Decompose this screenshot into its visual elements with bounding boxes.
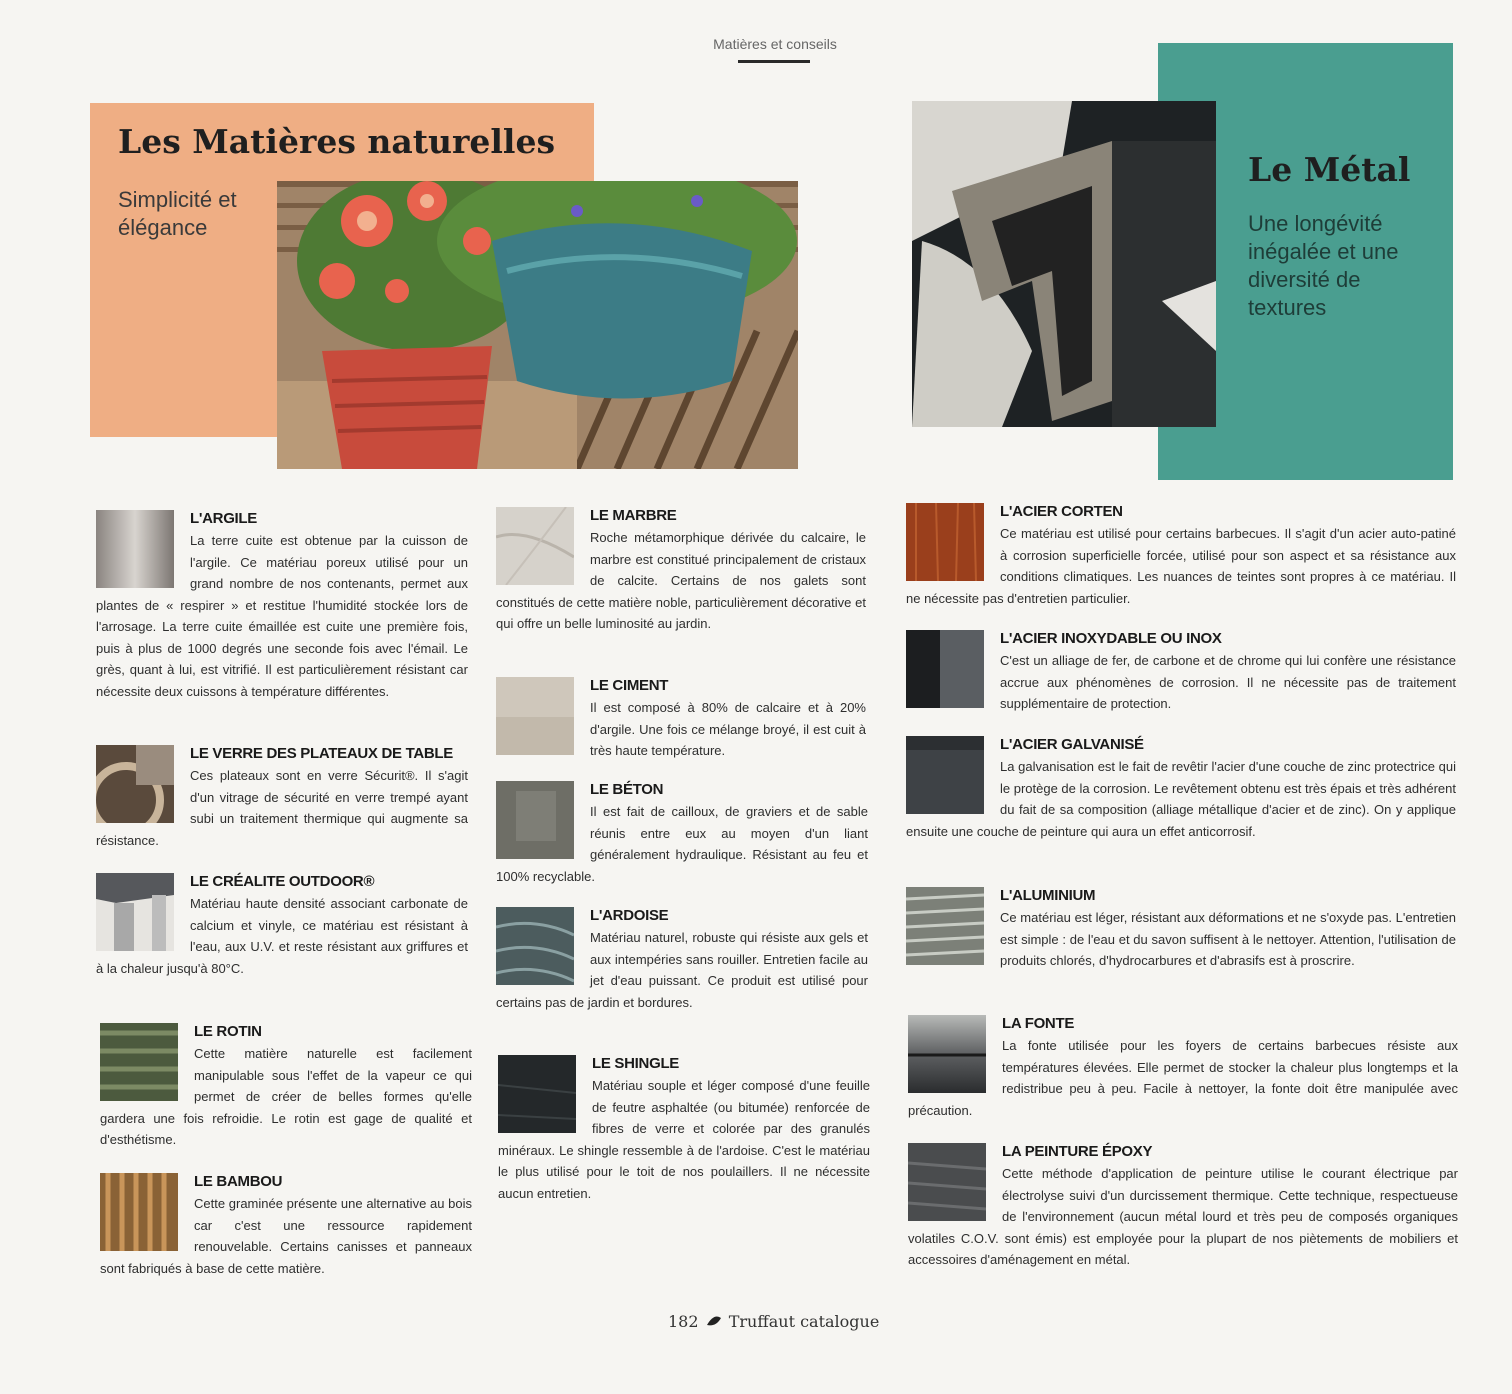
material-description: La fonte utilisée pour les foyers de certains barbecues résiste aux températures élevées. Elle permet de stocker la chaleur plus longtemps et la redistribue peu à peu. Facile à nettoyer, la fonte doit être manipulée avec précaution. [908,1038,1458,1118]
material-aluminium [906,887,1456,1002]
metal-subtitle: Une longévité inégalée et une diversité de textures [1248,211,1399,320]
material-name: LE MARBRE [590,507,677,524]
material-name: L'ARDOISE [590,907,669,924]
natural-title: Les Matières naturelles [118,122,556,161]
leaf-icon [706,1312,722,1324]
section-label: Matières et conseils [713,36,837,52]
material-description: Matériau naturel, robuste qui résiste aux gels et aux intempéries sans rouiller. Entretien facile au jet d'eau puissant. Ce produit est utilisé pour certains pas de jardin et bordures. [496,930,868,1010]
material-description: Cette méthode d'application de peinture utilise le courant électrique par électrolyse suivi d'un durcissement thermique. Cette technique, respectueuse de l'environnement (aucun métal lourd et très peu de composés organiques volatiles C.O.V. sont émis) est employée pour la plupart de nos piètements de mobiliers et accessoires d'aménagement en métal. [908,1166,1458,1267]
material-description: C'est un alliage de fer, de carbone et de chrome qui lui confère une résistance accrue aux phénomènes de corrosion. Il ne nécessite pas de traitement supplémentaire de protection. [1000,653,1456,711]
flower-pots-photo [277,181,798,469]
metal-furniture-photo [912,101,1216,427]
material-description: Cette matière naturelle est facilement manipulable sous l'effet de la vapeur ce qui permet de créer de belles formes qu'elle gardera une fois refroidie. Le rotin est gage de qualité et d'esthétisme. [100,1046,472,1147]
material-name: LE ROTIN [194,1023,262,1040]
material-argile [96,510,468,732]
material-name: L'ACIER CORTEN [1000,503,1123,520]
material-name: L'ACIER GALVANISÉ [1000,736,1144,753]
material-description: Matériau haute densité associant carbonate de calcium et vinyle, ce matériau est résistant à l'eau, aux U.V. et reste résistant aux griffures et à la chaleur jusqu'à 80°C. [96,896,468,976]
material-name: LA FONTE [1002,1015,1075,1032]
material-description: La terre cuite est obtenue par la cuisson de l'argile. Ce matériau poreux utilisé pour un grand nombre de nos contenants, permet aux plantes de « respirer » et restitue l'humidité stockée lors de l'arrosage. La terre cuite émaillée est cuite une première fois, puis à plus de 1000 degrés une seconde fois avec l'émail. Le grès, quant à lui, est vitrifié. Il est particulièrement résistant car nécessite deux cuissons à température différentes. [96,533,468,699]
material-name: LE CIMENT [590,677,669,694]
material-bambou [100,1173,472,1308]
page-footer [668,1312,879,1331]
material-shingle [498,1055,870,1235]
material-description: Roche métamorphique dérivée du calcaire, le marbre est constitué principalement de cristaux de calcite. Certains de nos galets sont constitués de cette matière noble, particulièrement décorative et qui offre un belle luminosité au jardin. [496,530,866,631]
natural-subtitle: Simplicité et élégance [118,187,237,240]
metal-title: Le Métal [1248,150,1411,189]
material-name: LA PEINTURE ÉPOXY [1002,1143,1153,1160]
material-description: Il est fait de cailloux, de graviers et de sable réunis entre eux au moyen d'un liant généralement hydraulique. Résistant au feu et 100% recyclable. [496,804,868,884]
material-description: Ce matériau est utilisé pour certains barbecues. Il s'agit d'un acier auto-patiné à corrosion superficielle forcée, utilisé pour son aspect et sa résistance aux conditions climatiques. Les nuances de teintes sont propres à ce matériau. Il ne nécessite pas d'entretien particulier. [906,526,1456,606]
material-marbre [496,507,866,667]
material-name: LE SHINGLE [592,1055,680,1072]
material-verre [96,745,468,857]
material-beton [496,781,868,891]
material-epoxy [908,1143,1458,1303]
material-corten [906,503,1456,618]
material-description: Cette graminée présente une alternative au bois car c'est une ressource rapidement renouvelable. Certains canisses et panneaux sont fabriqués à base de cette matière. [100,1196,472,1276]
brand-name: Truffaut catalogue [728,1312,880,1331]
material-ciment [496,677,866,767]
material-description: Ces plateaux sont en verre Sécurit®. Il s'agit d'un vitrage de sécurité en verre trempé ayant subi un traitement thermique qui augmente sa résistance. [96,768,468,848]
material-rotin [100,1023,472,1158]
material-name: LE BAMBOU [194,1173,283,1190]
material-fonte [908,1015,1458,1130]
material-ardoise [496,907,868,1042]
material-inox [906,630,1456,720]
material-description: La galvanisation est le fait de revêtir l'acier d'une couche de zinc protectrice qui le protège de la corrosion. Le revêtement obtenu est très épais et très adhérent du fait de sa composition (alliage métallique d'acier et de zinc). On y applique ensuite une couche de peinture qui aura un effet anticorrosif. [906,759,1456,839]
material-name: LE BÉTON [590,781,664,798]
material-description: Ce matériau est léger, résistant aux déformations et ne s'oxyde pas. L'entretien est simple : de l'eau et du savon suffisent à le nettoyer. Attention, l'utilisation de produits chlorés, d'hydrocarbures et d'abrasifs est à proscrire. [1000,910,1456,968]
material-name: LE CRÉALITE OUTDOOR® [190,873,375,890]
material-name: L'ACIER INOXYDABLE OU INOX [1000,630,1222,647]
page-number: 182 [668,1312,699,1331]
material-name: LE VERRE DES PLATEAUX DE TABLE [190,745,453,762]
section-rule [738,60,810,63]
material-crealite [96,873,468,1008]
material-galvanise [906,736,1456,871]
material-name: L'ARGILE [190,510,257,527]
material-description: Matériau souple et léger composé d'une feuille de feutre asphaltée (ou bitumée) renforcée de fibres de verre et colorée par des granulés minéraux. Le shingle ressemble à de l'ardoise. C'est le matériau le plus utilisé pour le toit de nos poulaillers. Il ne nécessite aucun entretien. [498,1078,870,1201]
material-description: Il est composé à 80% de calcaire et à 20% d'argile. Une fois ce mélange broyé, il est cuit à très haute température. [590,700,866,758]
material-name: L'ALUMINIUM [1000,887,1096,904]
